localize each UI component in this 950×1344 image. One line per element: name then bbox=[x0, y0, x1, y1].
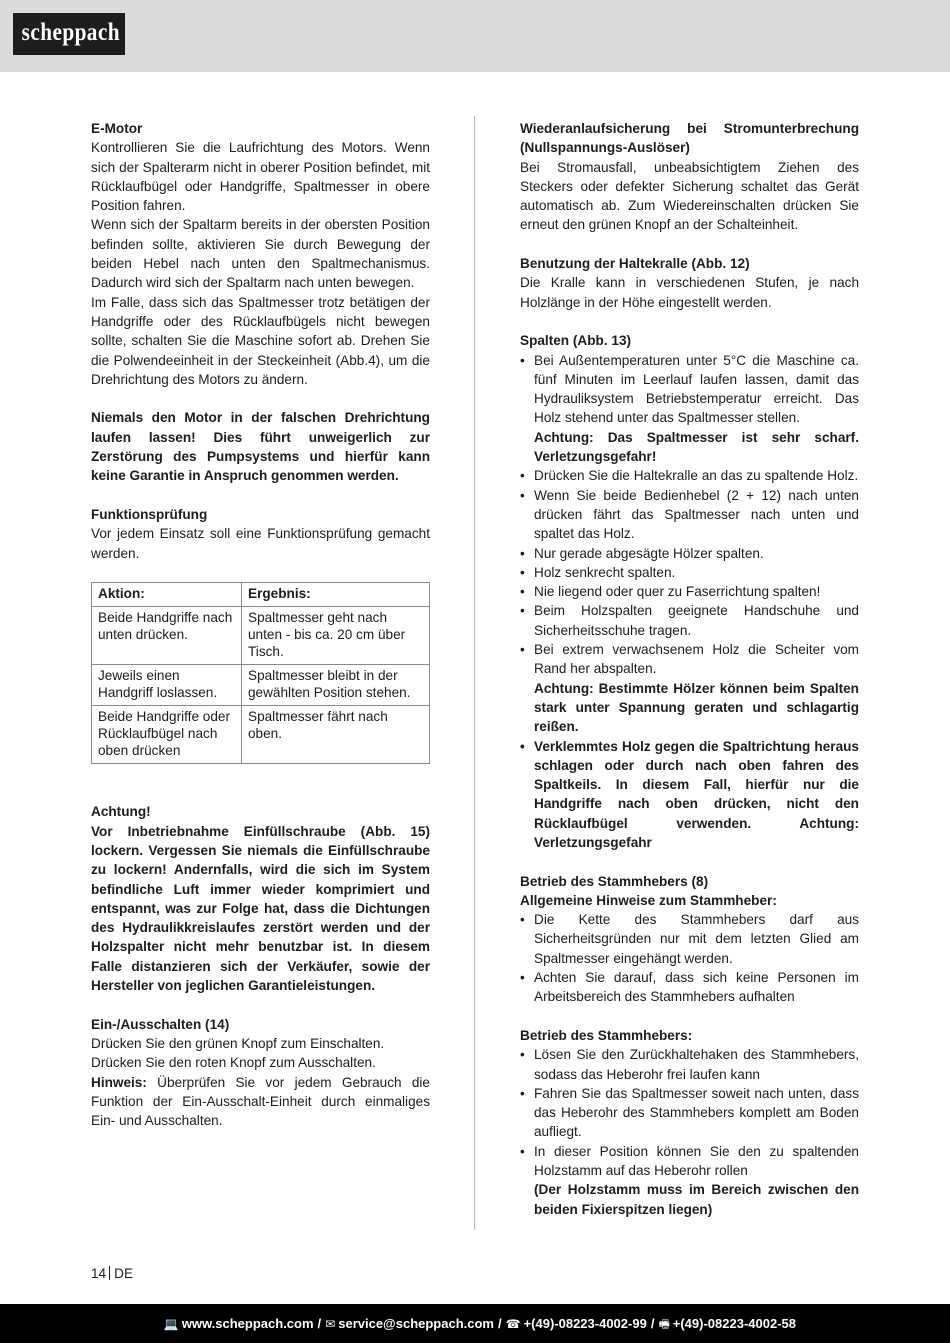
list-item: • Achten Sie darauf, dass sich keine Personen im Arbeitsbereich des Stammhebers aufhalten bbox=[520, 968, 859, 1007]
list-item: • Verklemmtes Holz gegen die Spaltrichtung heraus schlagen oder durch nach oben fahren des Spaltkeils. In diesem Fall, hierfür nur die Handgriffe nach oben drücken, nicht den Rücklaufbügel verwenden. Achtung: Verletzungsgefahr bbox=[520, 737, 859, 853]
footer-separator: / bbox=[650, 1316, 655, 1331]
table-cell-action: Beide Handgriffe nach unten drücken. bbox=[92, 606, 242, 664]
footer-separator: / bbox=[498, 1316, 502, 1331]
split-list bbox=[520, 351, 859, 853]
table-cell-result: Spaltmesser fährt nach oben. bbox=[242, 705, 430, 763]
right-column bbox=[520, 119, 859, 1219]
list-item: • Nie liegend oder quer zu Faserrichtung spalten! bbox=[520, 582, 859, 601]
attention-heading: Achtung! bbox=[91, 804, 151, 820]
split-warning-tension: Achtung: Bestimmte Hölzer können beim Spalten stark unter Spannung geraten und schlagartig reißen. bbox=[534, 680, 859, 735]
footer-phone: +(49)-08223-4002-99 bbox=[523, 1316, 647, 1331]
table-row bbox=[92, 606, 430, 664]
operation-list bbox=[520, 1045, 859, 1219]
footer-website-link[interactable]: www.scheppach.com bbox=[181, 1316, 314, 1331]
list-item bbox=[520, 640, 859, 736]
table-header-row bbox=[92, 583, 430, 606]
function-test-table bbox=[91, 582, 430, 764]
switch-heading: Ein-/Ausschalten (14) bbox=[91, 1016, 230, 1032]
footer-bar bbox=[0, 1304, 950, 1343]
emotor-paragraph-3: Im Falle, dass sich das Spaltmesser trotz betätigen der Handgriffe oder des Rücklaufbügels nicht bewegen sollte, schalten Sie die Maschine sofort ab. Drehen Sie die Polwendeeinheit in der Steckeinheit (Abb.4), um die Drehrichtung des Motors zu ändern. bbox=[91, 294, 430, 387]
header-band bbox=[0, 0, 950, 72]
page-number-value: 14 bbox=[91, 1266, 107, 1281]
list-item-text: Bei Außentemperaturen unter 5°C die Maschine ca. fünf Minuten im Leerlauf laufen lassen, damit das Hydrauliksystem Betriebstemperatur erreicht. Das Holz stehend unter das Spaltmesser stellen. bbox=[534, 352, 859, 426]
footer-email-link[interactable]: service@scheppach.com bbox=[338, 1316, 494, 1331]
operation-heading: Betrieb des Stammhebers: bbox=[520, 1027, 693, 1043]
brand-logo[interactable] bbox=[13, 13, 125, 55]
motor-warning: Niemals den Motor in der falschen Drehrichtung laufen lassen! Dies führt unweigerlich zur Zerstörung des Pumpsystems und hierfür kann keine Garantie in Anspruch genommen werden. bbox=[91, 410, 430, 484]
table-cell-result: Spaltmesser geht nach unten - bis ca. 20 cm über Tisch. bbox=[242, 606, 430, 664]
table-header-result: Ergebnis: bbox=[242, 583, 430, 606]
attention-text: Vor Inbetriebnahme Einfüllschraube (Abb. 15) lockern. Vergessen Sie niemals die Einfüllschraube zu lockern! Andernfalls, wird die sich im System befindliche Luft immer wieder komprimiert und entspannt, was zur Folge hat, dass die Dichtungen des Hydraulikkreislaufes zerstört werden und der Holzspalter nicht mehr benutzbar ist. In diesem Falle distanzieren sich der Verkäufer, sowie der Hersteller von jeglichen Garantieleistungen. bbox=[91, 823, 430, 994]
table-cell-action: Jeweils einen Handgriff loslassen. bbox=[92, 664, 242, 705]
list-item: • Holz senkrecht spalten. bbox=[520, 563, 859, 582]
lift-subheading: Allgemeine Hinweise zum Stammheber: bbox=[520, 892, 777, 908]
restart-text: Bei Stromausfall, unbeabsichtigtem Ziehen des Steckers oder defekter Sicherung schaltet das Gerät automatisch ab. Zum Wiedereinschalten drücken Sie erneut den grünen Knopf an der Schalteinheit. bbox=[520, 159, 859, 233]
list-item: • Fahren Sie das Spaltmesser soweit nach unten, dass das Heberohr des Stammhebers komplett am Boden aufliegt. bbox=[520, 1084, 859, 1142]
list-item-text: Bei extrem verwachsenem Holz die Scheiter vom Rand her abspalten. bbox=[534, 642, 859, 677]
hint-text: Überprüfen Sie vor jedem Gebrauch die Funktion der Ein-Ausschalt-Einheit durch einmaliges Ein- und Ausschalten. bbox=[91, 1074, 430, 1129]
table-cell-result: Spaltmesser bleibt in der gewählten Position stehen. bbox=[242, 664, 430, 705]
page-number bbox=[91, 1265, 133, 1283]
list-item: • Die Kette des Stammhebers darf aus Sicherheitsgründen nur mit dem letzten Glied am Spaltmesser eingehängt werden. bbox=[520, 910, 859, 968]
lift-list bbox=[520, 910, 859, 1006]
list-item-text: In dieser Position können Sie den zu spaltenden Holzstamm auf das Heberohr rollen bbox=[534, 1143, 859, 1179]
function-test-text: Vor jedem Einsatz soll eine Funktionsprüfung gemacht werden. bbox=[91, 526, 430, 561]
list-item: • Nur gerade abgesägte Hölzer spalten. bbox=[520, 544, 859, 563]
function-test-heading: Funktionsprüfung bbox=[91, 506, 208, 522]
list-item: • Wenn Sie beide Bedienhebel (2 + 12) nach unten drücken fährt das Spaltmesser nach unten und spaltet das Holz. bbox=[520, 486, 859, 544]
left-column bbox=[91, 119, 430, 1130]
list-item: • Drücken Sie die Haltekralle an das zu spaltende Holz. bbox=[520, 466, 859, 485]
claw-text: Die Kralle kann in verschiedenen Stufen, je nach Holzlänge in der Höhe eingestellt werden. bbox=[520, 275, 859, 310]
switch-on-text: Drücken Sie den grünen Knopf zum Einschalten. bbox=[91, 1035, 385, 1051]
emotor-paragraph-2: Wenn sich der Spaltarm bereits in der obersten Position befinden sollte, aktivieren Sie durch Bewegung der beiden Hebel nach unten den Spaltmechanismus. Dadurch wird sich der Spaltarm nach unten bewegen. bbox=[91, 217, 430, 291]
list-item: • Lösen Sie den Zurückhaltehaken des Stammhebers, sodass das Heberohr frei laufen kann bbox=[520, 1045, 859, 1084]
restart-heading: Wiederanlaufsicherung bei Stromunterbrechung (Nullspannungs-Auslöser) bbox=[520, 121, 859, 156]
language-code: DE bbox=[114, 1266, 134, 1281]
claw-heading: Benutzung der Haltekralle (Abb. 12) bbox=[520, 256, 750, 272]
list-item: • Beim Holzspalten geeignete Handschuhe und Sicherheitsschuhe tragen. bbox=[520, 601, 859, 640]
table-row bbox=[92, 705, 430, 763]
page-number-separator bbox=[109, 1266, 110, 1280]
split-warning-sharp: Achtung: Das Spaltmesser ist sehr scharf. Verletzungsgefahr! bbox=[534, 429, 859, 465]
phone-icon: ☎ bbox=[505, 1317, 521, 1331]
hint-paragraph bbox=[91, 1073, 430, 1131]
emotor-heading: E-Motor bbox=[91, 121, 143, 136]
split-heading: Spalten (Abb. 13) bbox=[520, 333, 632, 349]
email-icon: ✉ bbox=[325, 1317, 336, 1331]
table-cell-action: Beide Handgriffe oder Rücklaufbügel nach oben drücken bbox=[92, 705, 242, 763]
footer-separator: / bbox=[317, 1316, 322, 1331]
operation-note: (Der Holzstamm muss im Bereich zwischen den beiden Fixierspitzen liegen) bbox=[534, 1182, 859, 1217]
logo-text: scheppach bbox=[21, 19, 120, 46]
lift-heading: Betrieb des Stammhebers (8) bbox=[520, 873, 709, 889]
hint-label: Hinweis: bbox=[91, 1074, 147, 1090]
table-header-action: Aktion: bbox=[92, 583, 242, 606]
emotor-paragraph-1: Kontrollieren Sie die Laufrichtung des Motors. Wenn sich der Spalterarm nicht in oberer Position befindet, mit Rücklaufbügel oder Handgriffe, Spaltmesser in obere Position fahren. bbox=[91, 140, 430, 214]
computer-icon: 💻 bbox=[163, 1317, 179, 1331]
list-item bbox=[520, 1142, 859, 1219]
fax-icon: 🖷 bbox=[658, 1317, 670, 1331]
column-divider bbox=[474, 116, 475, 1230]
list-item bbox=[520, 351, 859, 467]
footer-fax: +(49)-08223-4002-58 bbox=[672, 1316, 796, 1331]
table-row bbox=[92, 664, 430, 705]
switch-off-text: Drücken Sie den roten Knopf zum Ausschalten. bbox=[91, 1055, 376, 1071]
